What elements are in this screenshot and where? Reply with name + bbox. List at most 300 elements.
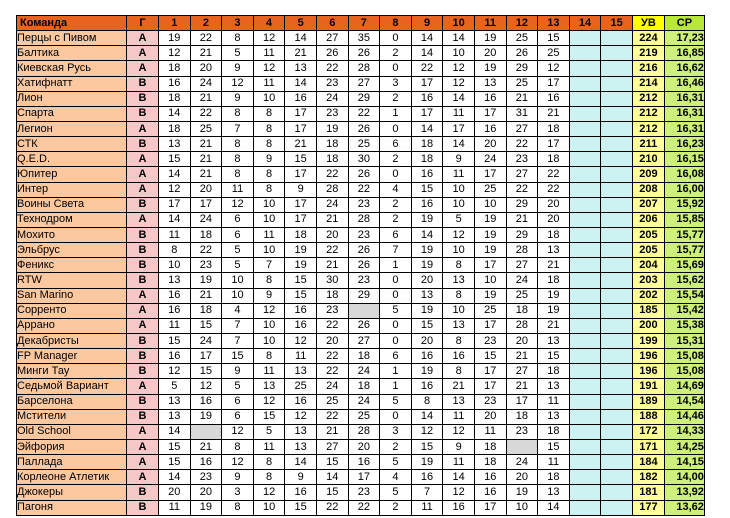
score-cell: 11 xyxy=(159,227,191,242)
sr-cell: 15,54 xyxy=(664,288,704,303)
sr-cell: 15,38 xyxy=(664,318,704,333)
score-cell: 5 xyxy=(380,303,412,318)
score-cell xyxy=(506,439,538,454)
table-row xyxy=(17,167,705,182)
score-cell: 18 xyxy=(285,227,317,242)
score-cell: 11 xyxy=(159,500,191,515)
team-name: Балтика xyxy=(17,46,127,61)
score-cell: 14 xyxy=(411,227,443,242)
uv-cell: 212 xyxy=(632,106,664,121)
score-cell: 14 xyxy=(159,470,191,485)
score-cell: 28 xyxy=(348,61,380,76)
score-cell: 22 xyxy=(538,167,570,182)
group-cell: A xyxy=(127,288,159,303)
score-cell: 28 xyxy=(316,182,348,197)
group-cell: A xyxy=(127,455,159,470)
score-cell: 10 xyxy=(443,182,475,197)
group-cell: A xyxy=(127,424,159,439)
score-cell: 20 xyxy=(190,61,222,76)
score-cell-empty xyxy=(569,318,601,333)
score-cell: 17 xyxy=(411,76,443,91)
team-name: Технодром xyxy=(17,212,127,227)
header-round-13: 13 xyxy=(538,16,570,31)
score-cell-empty xyxy=(569,333,601,348)
score-cell: 10 xyxy=(506,500,538,515)
uv-cell: 209 xyxy=(632,167,664,182)
score-cell: 18 xyxy=(348,379,380,394)
group-cell: B xyxy=(127,137,159,152)
score-cell: 20 xyxy=(159,485,191,500)
score-cell: 11 xyxy=(443,167,475,182)
score-cell: 21 xyxy=(190,137,222,152)
score-cell: 12 xyxy=(443,76,475,91)
score-cell: 14 xyxy=(285,76,317,91)
score-cell: 16 xyxy=(285,303,317,318)
score-cell-empty xyxy=(569,288,601,303)
score-cell: 12 xyxy=(443,61,475,76)
score-cell: 17 xyxy=(285,167,317,182)
score-cell: 23 xyxy=(348,273,380,288)
score-cell: 18 xyxy=(159,121,191,136)
table-row xyxy=(17,424,705,439)
score-cell: 29 xyxy=(506,227,538,242)
score-cell: 20 xyxy=(506,333,538,348)
team-name: Барселона xyxy=(17,394,127,409)
sr-cell: 17,23 xyxy=(664,31,704,46)
score-cell: 23 xyxy=(506,424,538,439)
score-cell xyxy=(190,424,222,439)
score-cell: 19 xyxy=(474,61,506,76)
score-cell: 10 xyxy=(159,258,191,273)
score-cell: 13 xyxy=(159,137,191,152)
score-cell: 8 xyxy=(253,121,285,136)
score-cell: 24 xyxy=(348,364,380,379)
score-cell: 15 xyxy=(411,439,443,454)
score-cell: 18 xyxy=(538,152,570,167)
score-cell: 9 xyxy=(253,288,285,303)
score-cell-empty xyxy=(569,364,601,379)
table-row xyxy=(17,455,705,470)
uv-cell: 199 xyxy=(632,333,664,348)
score-cell: 18 xyxy=(190,303,222,318)
score-cell: 12 xyxy=(159,182,191,197)
score-cell-empty xyxy=(601,485,633,500)
group-cell: A xyxy=(127,379,159,394)
group-cell: A xyxy=(127,61,159,76)
score-cell: 12 xyxy=(253,485,285,500)
sr-cell: 15,69 xyxy=(664,258,704,273)
score-cell: 15 xyxy=(190,364,222,379)
sr-cell: 14,00 xyxy=(664,470,704,485)
score-cell: 24 xyxy=(316,91,348,106)
score-cell: 14 xyxy=(316,470,348,485)
team-name: Седьмой Вариант xyxy=(17,379,127,394)
score-cell: 24 xyxy=(316,197,348,212)
score-cell: 22 xyxy=(316,61,348,76)
uv-cell: 172 xyxy=(632,424,664,439)
score-cell-empty xyxy=(601,61,633,76)
team-name: Джокеры xyxy=(17,485,127,500)
score-cell xyxy=(348,303,380,318)
score-cell: 15 xyxy=(538,31,570,46)
score-cell: 28 xyxy=(348,424,380,439)
table-row xyxy=(17,61,705,76)
score-cell: 19 xyxy=(316,121,348,136)
score-cell-empty xyxy=(601,182,633,197)
score-cell: 15 xyxy=(159,455,191,470)
uv-cell: 202 xyxy=(632,288,664,303)
score-cell: 8 xyxy=(253,349,285,364)
score-cell: 21 xyxy=(506,379,538,394)
score-cell: 18 xyxy=(538,121,570,136)
group-cell: B xyxy=(127,409,159,424)
score-cell: 17 xyxy=(474,318,506,333)
score-cell: 15 xyxy=(316,455,348,470)
score-cell: 25 xyxy=(506,76,538,91)
score-cell: 16 xyxy=(411,379,443,394)
score-cell-empty xyxy=(601,197,633,212)
score-cell: 21 xyxy=(538,318,570,333)
score-cell: 21 xyxy=(190,152,222,167)
score-cell: 30 xyxy=(316,273,348,288)
group-cell: A xyxy=(127,152,159,167)
score-cell: 16 xyxy=(411,197,443,212)
score-cell: 13 xyxy=(538,379,570,394)
score-cell: 10 xyxy=(222,273,254,288)
score-cell: 11 xyxy=(253,76,285,91)
score-cell: 14 xyxy=(443,470,475,485)
score-cell: 12 xyxy=(253,61,285,76)
score-cell: 18 xyxy=(538,470,570,485)
group-cell: B xyxy=(127,500,159,515)
score-cell: 10 xyxy=(443,303,475,318)
team-name: Воины Света xyxy=(17,197,127,212)
score-cell: 24 xyxy=(316,379,348,394)
score-cell-empty xyxy=(569,152,601,167)
score-cell: 15 xyxy=(159,333,191,348)
score-cell: 22 xyxy=(316,349,348,364)
team-name: Минги Тау xyxy=(17,364,127,379)
group-cell: B xyxy=(127,258,159,273)
score-cell: 14 xyxy=(411,121,443,136)
table-row xyxy=(17,318,705,333)
score-cell: 1 xyxy=(380,258,412,273)
score-cell: 22 xyxy=(316,318,348,333)
score-cell: 15 xyxy=(190,318,222,333)
score-cell: 20 xyxy=(474,409,506,424)
score-cell: 6 xyxy=(380,137,412,152)
score-cell: 16 xyxy=(411,167,443,182)
score-cell: 18 xyxy=(538,424,570,439)
score-cell: 9 xyxy=(285,470,317,485)
sr-cell: 16,46 xyxy=(664,76,704,91)
score-cell: 20 xyxy=(538,212,570,227)
score-cell: 12 xyxy=(253,31,285,46)
score-cell: 26 xyxy=(348,318,380,333)
score-cell-empty xyxy=(601,258,633,273)
table-row xyxy=(17,485,705,500)
score-cell: 17 xyxy=(285,121,317,136)
sr-cell: 14,69 xyxy=(664,379,704,394)
score-cell: 27 xyxy=(316,31,348,46)
score-cell-empty xyxy=(601,439,633,454)
score-cell: 25 xyxy=(506,288,538,303)
score-cell: 15 xyxy=(285,288,317,303)
score-cell: 22 xyxy=(348,182,380,197)
score-cell: 8 xyxy=(222,137,254,152)
score-cell: 2 xyxy=(380,500,412,515)
score-cell: 16 xyxy=(159,303,191,318)
score-cell: 18 xyxy=(538,364,570,379)
score-cell: 5 xyxy=(380,485,412,500)
score-cell: 23 xyxy=(190,470,222,485)
score-cell: 16 xyxy=(474,91,506,106)
score-cell-empty xyxy=(601,212,633,227)
table-row xyxy=(17,364,705,379)
table-row xyxy=(17,182,705,197)
score-cell: 15 xyxy=(222,349,254,364)
score-cell: 22 xyxy=(316,409,348,424)
sr-cell: 16,08 xyxy=(664,167,704,182)
sr-cell: 13,62 xyxy=(664,500,704,515)
score-cell-empty xyxy=(601,394,633,409)
score-cell: 18 xyxy=(506,409,538,424)
score-cell: 8 xyxy=(253,167,285,182)
score-cell-empty xyxy=(601,273,633,288)
score-cell: 19 xyxy=(190,273,222,288)
score-cell: 6 xyxy=(222,409,254,424)
score-cell: 16 xyxy=(411,91,443,106)
score-cell: 6 xyxy=(222,227,254,242)
score-cell: 8 xyxy=(253,470,285,485)
score-cell: 27 xyxy=(348,333,380,348)
score-cell: 0 xyxy=(380,121,412,136)
score-cell: 21 xyxy=(506,349,538,364)
score-cell: 12 xyxy=(222,76,254,91)
score-cell: 19 xyxy=(411,455,443,470)
score-cell: 8 xyxy=(253,455,285,470)
score-cell: 27 xyxy=(506,364,538,379)
score-cell: 6 xyxy=(222,394,254,409)
score-cell: 17 xyxy=(411,106,443,121)
score-cell: 14 xyxy=(443,137,475,152)
score-cell: 3 xyxy=(380,76,412,91)
score-cell: 8 xyxy=(222,167,254,182)
score-cell: 9 xyxy=(222,91,254,106)
score-cell-empty xyxy=(569,197,601,212)
group-cell: B xyxy=(127,91,159,106)
score-cell: 26 xyxy=(506,46,538,61)
score-cell: 10 xyxy=(474,197,506,212)
score-cell: 0 xyxy=(380,333,412,348)
score-cell: 21 xyxy=(506,91,538,106)
score-cell: 11 xyxy=(443,409,475,424)
score-cell-empty xyxy=(569,470,601,485)
score-cell: 29 xyxy=(506,61,538,76)
score-cell: 11 xyxy=(411,500,443,515)
score-cell: 30 xyxy=(348,152,380,167)
score-cell: 26 xyxy=(348,258,380,273)
score-cell: 17 xyxy=(538,76,570,91)
team-name: RTW xyxy=(17,273,127,288)
sr-cell: 15,08 xyxy=(664,364,704,379)
header-round-8: 8 xyxy=(380,16,412,31)
score-cell-empty xyxy=(569,409,601,424)
score-cell: 5 xyxy=(222,46,254,61)
score-cell-empty xyxy=(569,485,601,500)
score-cell: 17 xyxy=(474,379,506,394)
score-cell: 24 xyxy=(506,273,538,288)
score-cell: 17 xyxy=(474,106,506,121)
score-cell: 13 xyxy=(159,394,191,409)
score-cell: 20 xyxy=(411,333,443,348)
team-name: Корлеоне Атлетик xyxy=(17,470,127,485)
uv-cell: 211 xyxy=(632,137,664,152)
score-cell: 7 xyxy=(411,485,443,500)
score-cell: 21 xyxy=(316,212,348,227)
score-cell: 16 xyxy=(474,470,506,485)
table-row xyxy=(17,243,705,258)
score-cell: 13 xyxy=(285,424,317,439)
score-cell: 11 xyxy=(443,106,475,121)
score-cell: 4 xyxy=(380,182,412,197)
score-cell: 19 xyxy=(190,409,222,424)
uv-cell: 188 xyxy=(632,409,664,424)
table-row xyxy=(17,349,705,364)
header-sr: СР xyxy=(664,16,704,31)
score-cell: 13 xyxy=(411,288,443,303)
score-cell: 25 xyxy=(474,182,506,197)
score-cell: 12 xyxy=(222,455,254,470)
score-cell: 2 xyxy=(380,152,412,167)
score-cell: 16 xyxy=(443,349,475,364)
score-cell: 25 xyxy=(316,394,348,409)
uv-cell: 210 xyxy=(632,152,664,167)
header-team: Команда xyxy=(17,16,127,31)
header-group: Г xyxy=(127,16,159,31)
score-cell: 14 xyxy=(285,31,317,46)
score-cell: 23 xyxy=(316,76,348,91)
score-cell: 17 xyxy=(474,364,506,379)
score-cell: 15 xyxy=(538,349,570,364)
score-cell: 15 xyxy=(474,349,506,364)
score-cell: 29 xyxy=(348,91,380,106)
table-row xyxy=(17,76,705,91)
score-cell: 10 xyxy=(222,288,254,303)
group-cell: B xyxy=(127,227,159,242)
sr-cell: 16,85 xyxy=(664,46,704,61)
score-cell: 7 xyxy=(380,243,412,258)
score-cell: 22 xyxy=(316,364,348,379)
sr-cell: 16,62 xyxy=(664,61,704,76)
score-cell-empty xyxy=(601,379,633,394)
score-cell: 14 xyxy=(159,167,191,182)
score-cell: 10 xyxy=(253,318,285,333)
team-name: Легион xyxy=(17,121,127,136)
group-cell: B xyxy=(127,485,159,500)
team-name: Перцы с Пивом xyxy=(17,31,127,46)
table-row xyxy=(17,31,705,46)
score-cell: 23 xyxy=(474,394,506,409)
header-round-14: 14 xyxy=(569,16,601,31)
sr-cell: 15,31 xyxy=(664,333,704,348)
header-round-15: 15 xyxy=(601,16,633,31)
score-cell: 26 xyxy=(348,46,380,61)
score-cell: 20 xyxy=(348,439,380,454)
score-cell: 9 xyxy=(222,470,254,485)
score-cell: 1 xyxy=(380,379,412,394)
score-cell: 13 xyxy=(538,333,570,348)
score-cell: 0 xyxy=(380,318,412,333)
score-cell: 19 xyxy=(285,243,317,258)
score-cell: 15 xyxy=(159,152,191,167)
score-cell: 8 xyxy=(222,439,254,454)
uv-cell: 212 xyxy=(632,91,664,106)
score-cell-empty xyxy=(569,379,601,394)
score-cell: 18 xyxy=(474,439,506,454)
score-cell: 25 xyxy=(190,121,222,136)
score-cell: 27 xyxy=(348,76,380,91)
score-cell: 7 xyxy=(222,121,254,136)
sr-cell: 14,25 xyxy=(664,439,704,454)
score-cell: 19 xyxy=(538,288,570,303)
score-cell: 14 xyxy=(443,31,475,46)
header-uv: УВ xyxy=(632,16,664,31)
uv-cell: 191 xyxy=(632,379,664,394)
group-cell: A xyxy=(127,182,159,197)
score-cell: 25 xyxy=(348,409,380,424)
sr-cell: 15,62 xyxy=(664,273,704,288)
score-cell: 21 xyxy=(285,137,317,152)
score-cell: 10 xyxy=(253,212,285,227)
score-cell: 16 xyxy=(411,470,443,485)
score-cell: 17 xyxy=(159,197,191,212)
uv-cell: 184 xyxy=(632,455,664,470)
group-cell: A xyxy=(127,470,159,485)
score-cell-empty xyxy=(569,394,601,409)
score-cell: 17 xyxy=(538,137,570,152)
score-cell: 18 xyxy=(506,303,538,318)
score-cell: 10 xyxy=(474,273,506,288)
sr-cell: 14,33 xyxy=(664,424,704,439)
uv-cell: 196 xyxy=(632,364,664,379)
sr-cell: 15,42 xyxy=(664,303,704,318)
team-name: Спарта xyxy=(17,106,127,121)
score-cell-empty xyxy=(569,137,601,152)
score-cell: 25 xyxy=(474,303,506,318)
score-cell: 8 xyxy=(253,106,285,121)
score-cell-empty xyxy=(601,243,633,258)
score-cell: 17 xyxy=(506,394,538,409)
score-cell-empty xyxy=(601,152,633,167)
table-row xyxy=(17,273,705,288)
team-name: Юпитер xyxy=(17,167,127,182)
score-cell-empty xyxy=(569,258,601,273)
team-name: Эйфория xyxy=(17,439,127,454)
score-cell-empty xyxy=(601,424,633,439)
uv-cell: 181 xyxy=(632,485,664,500)
group-cell: B xyxy=(127,273,159,288)
score-cell: 15 xyxy=(411,182,443,197)
score-cell: 8 xyxy=(253,273,285,288)
score-cell: 1 xyxy=(380,364,412,379)
uv-cell: 203 xyxy=(632,273,664,288)
score-cell: 0 xyxy=(380,409,412,424)
score-cell: 0 xyxy=(380,31,412,46)
score-cell: 5 xyxy=(443,212,475,227)
score-cell: 23 xyxy=(316,106,348,121)
score-cell: 19 xyxy=(411,303,443,318)
